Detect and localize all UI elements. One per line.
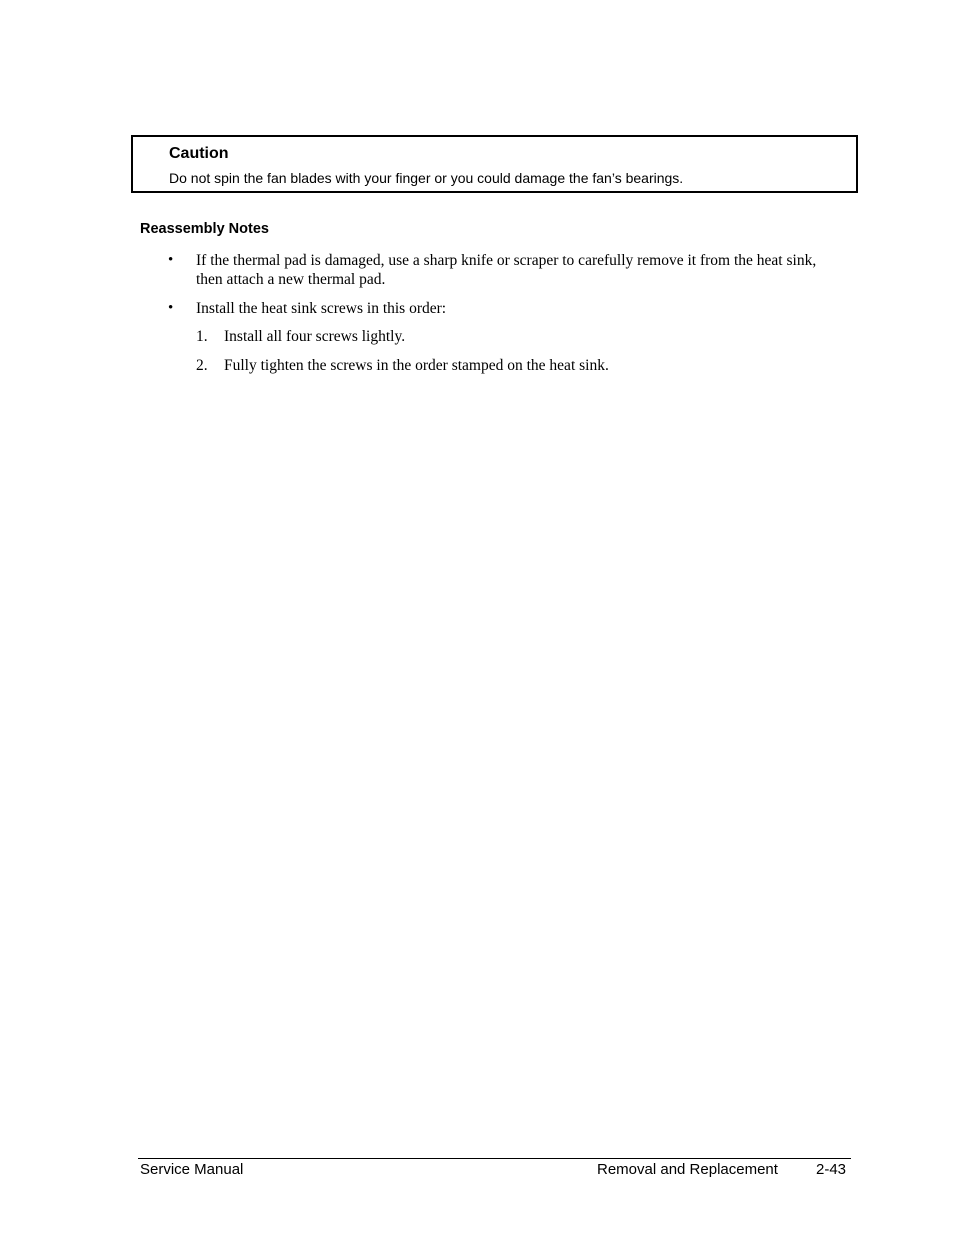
bullet-icon: • xyxy=(168,252,174,268)
list-item: Install the heat sink screws in this order: xyxy=(196,300,447,317)
caution-title: Caution xyxy=(169,145,229,162)
bullet-icon: • xyxy=(168,300,174,316)
step-number: 2. xyxy=(196,357,208,374)
caution-text: Do not spin the fan blades with your finger or you could damage the fan’s bearings. xyxy=(169,170,684,186)
footer-page-number: 2-43 xyxy=(816,1161,847,1178)
step-number: 1. xyxy=(196,328,208,345)
footer-section-title: Removal and Replacement xyxy=(597,1161,778,1178)
footer-manual-title: Service Manual xyxy=(140,1161,244,1178)
reassembly-heading: Reassembly Notes xyxy=(140,221,269,237)
list-item: If the thermal pad is damaged, use a sharp knife or scraper to carefully remove it from the heat sink, then attach a new thermal pad. xyxy=(196,252,817,288)
caution-box xyxy=(131,135,858,193)
step-text: Install all four screws lightly. xyxy=(224,328,406,345)
footer-divider xyxy=(138,1158,851,1159)
step-text: Fully tighten the screws in the order stamped on the heat sink. xyxy=(224,357,609,374)
